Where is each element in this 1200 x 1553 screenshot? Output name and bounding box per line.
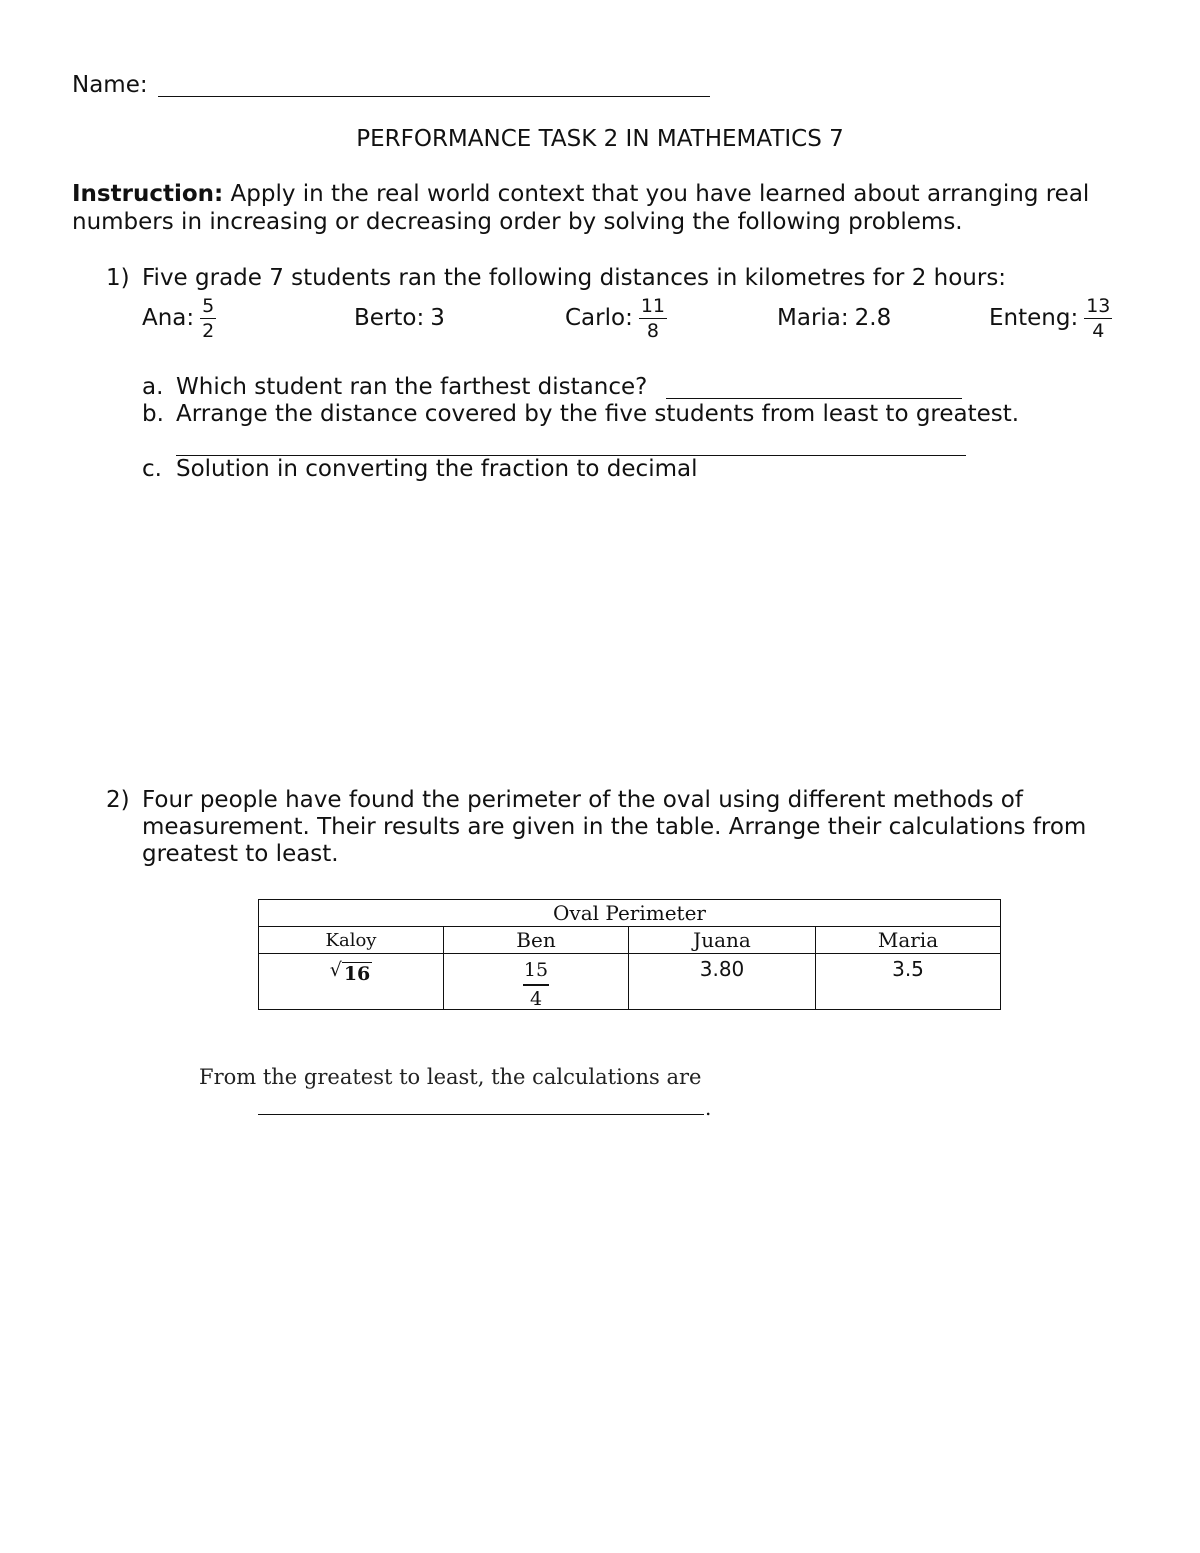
fraction-bar: [1084, 318, 1112, 319]
problem-2-line-3: greatest to least.: [142, 841, 339, 867]
header-juana: Juana: [629, 927, 816, 954]
oval-perimeter-table: [258, 899, 1001, 1010]
cell-maria: 3.5: [816, 954, 1001, 1010]
fraction-bar: [639, 318, 667, 319]
cell-ben: [444, 954, 629, 1010]
student-berto: [354, 292, 445, 344]
student-label: Enteng:: [989, 305, 1079, 331]
item-a-text: Which student ran the farthest distance?: [176, 374, 648, 400]
student-distance: 2.8: [854, 305, 892, 331]
fraction: [200, 296, 216, 341]
item-b-letter: b.: [142, 401, 164, 427]
item-c-text: Solution in converting the fraction to decimal: [176, 456, 698, 482]
item-b-text: Arrange the distance covered by the five students from least to greatest.: [176, 401, 1020, 427]
radicand: 16: [343, 963, 371, 985]
student-label: Maria:: [777, 305, 849, 331]
student-ana: [142, 292, 216, 344]
problem-2-line-2: measurement. Their results are given in the table. Arrange their calculations from: [142, 814, 1087, 840]
table-caption: Oval Perimeter: [259, 900, 1001, 927]
problem-2-line-1: Four people have found the perimeter of the oval using different methods of: [142, 787, 1023, 813]
fraction: [639, 296, 667, 341]
instruction-line-2: numbers in increasing or decreasing order by solving the following problems.: [72, 209, 963, 235]
fraction-numerator: 11: [640, 294, 666, 317]
table-row: [259, 954, 1001, 1010]
fraction-denominator: 4: [1092, 319, 1105, 342]
answer-line[interactable]: [258, 1114, 704, 1115]
fraction-denominator: 2: [202, 319, 215, 342]
student-distance: 3: [430, 305, 445, 331]
cell-juana: 3.80: [629, 954, 816, 1010]
fraction-numerator: 15: [523, 959, 549, 981]
item-c-letter: c.: [142, 456, 162, 482]
student-carlo: [565, 292, 667, 344]
fraction-bar: [200, 318, 216, 319]
cell-kaloy: [259, 954, 444, 1010]
student-enteng: [989, 292, 1112, 344]
header-maria: Maria: [816, 927, 1001, 954]
fraction-denominator: 4: [529, 988, 543, 1010]
problem-1-text: Five grade 7 students ran the following distances in kilometres for 2 hours:: [142, 265, 1007, 291]
fraction-numerator: 13: [1086, 294, 1111, 317]
item-a-letter: a.: [142, 374, 164, 400]
problem-1-number: 1): [106, 265, 130, 291]
fraction: [523, 961, 549, 1009]
header-kaloy: Kaloy: [259, 927, 444, 954]
page-title: PERFORMANCE TASK 2 IN MATHEMATICS 7: [356, 126, 844, 152]
student-label: Ana:: [142, 305, 195, 331]
fraction-numerator: 5: [202, 294, 215, 317]
answer-prompt: From the greatest to least, the calculations are: [199, 1065, 702, 1089]
radical-sign-icon: √: [329, 959, 342, 981]
header-ben: Ben: [444, 927, 629, 954]
name-label: Name:: [72, 72, 148, 98]
item-a-answer-line[interactable]: [666, 398, 962, 399]
square-root: [330, 959, 373, 985]
name-answer-line[interactable]: [158, 96, 710, 97]
instruction-line-1: [72, 181, 1089, 207]
student-label: Berto:: [354, 305, 425, 331]
instruction-text-1: Apply in the real world context that you have learned about arranging real: [230, 181, 1090, 207]
fraction-bar: [523, 984, 549, 986]
problem-2-number: 2): [106, 787, 130, 813]
student-label: Carlo:: [565, 305, 633, 331]
fraction-denominator: 8: [646, 319, 659, 342]
student-maria: [777, 292, 891, 344]
table-header-row: [259, 927, 1001, 954]
fraction: [1084, 296, 1112, 341]
answer-period: .: [705, 1096, 712, 1120]
instruction-label: Instruction:: [72, 181, 224, 207]
